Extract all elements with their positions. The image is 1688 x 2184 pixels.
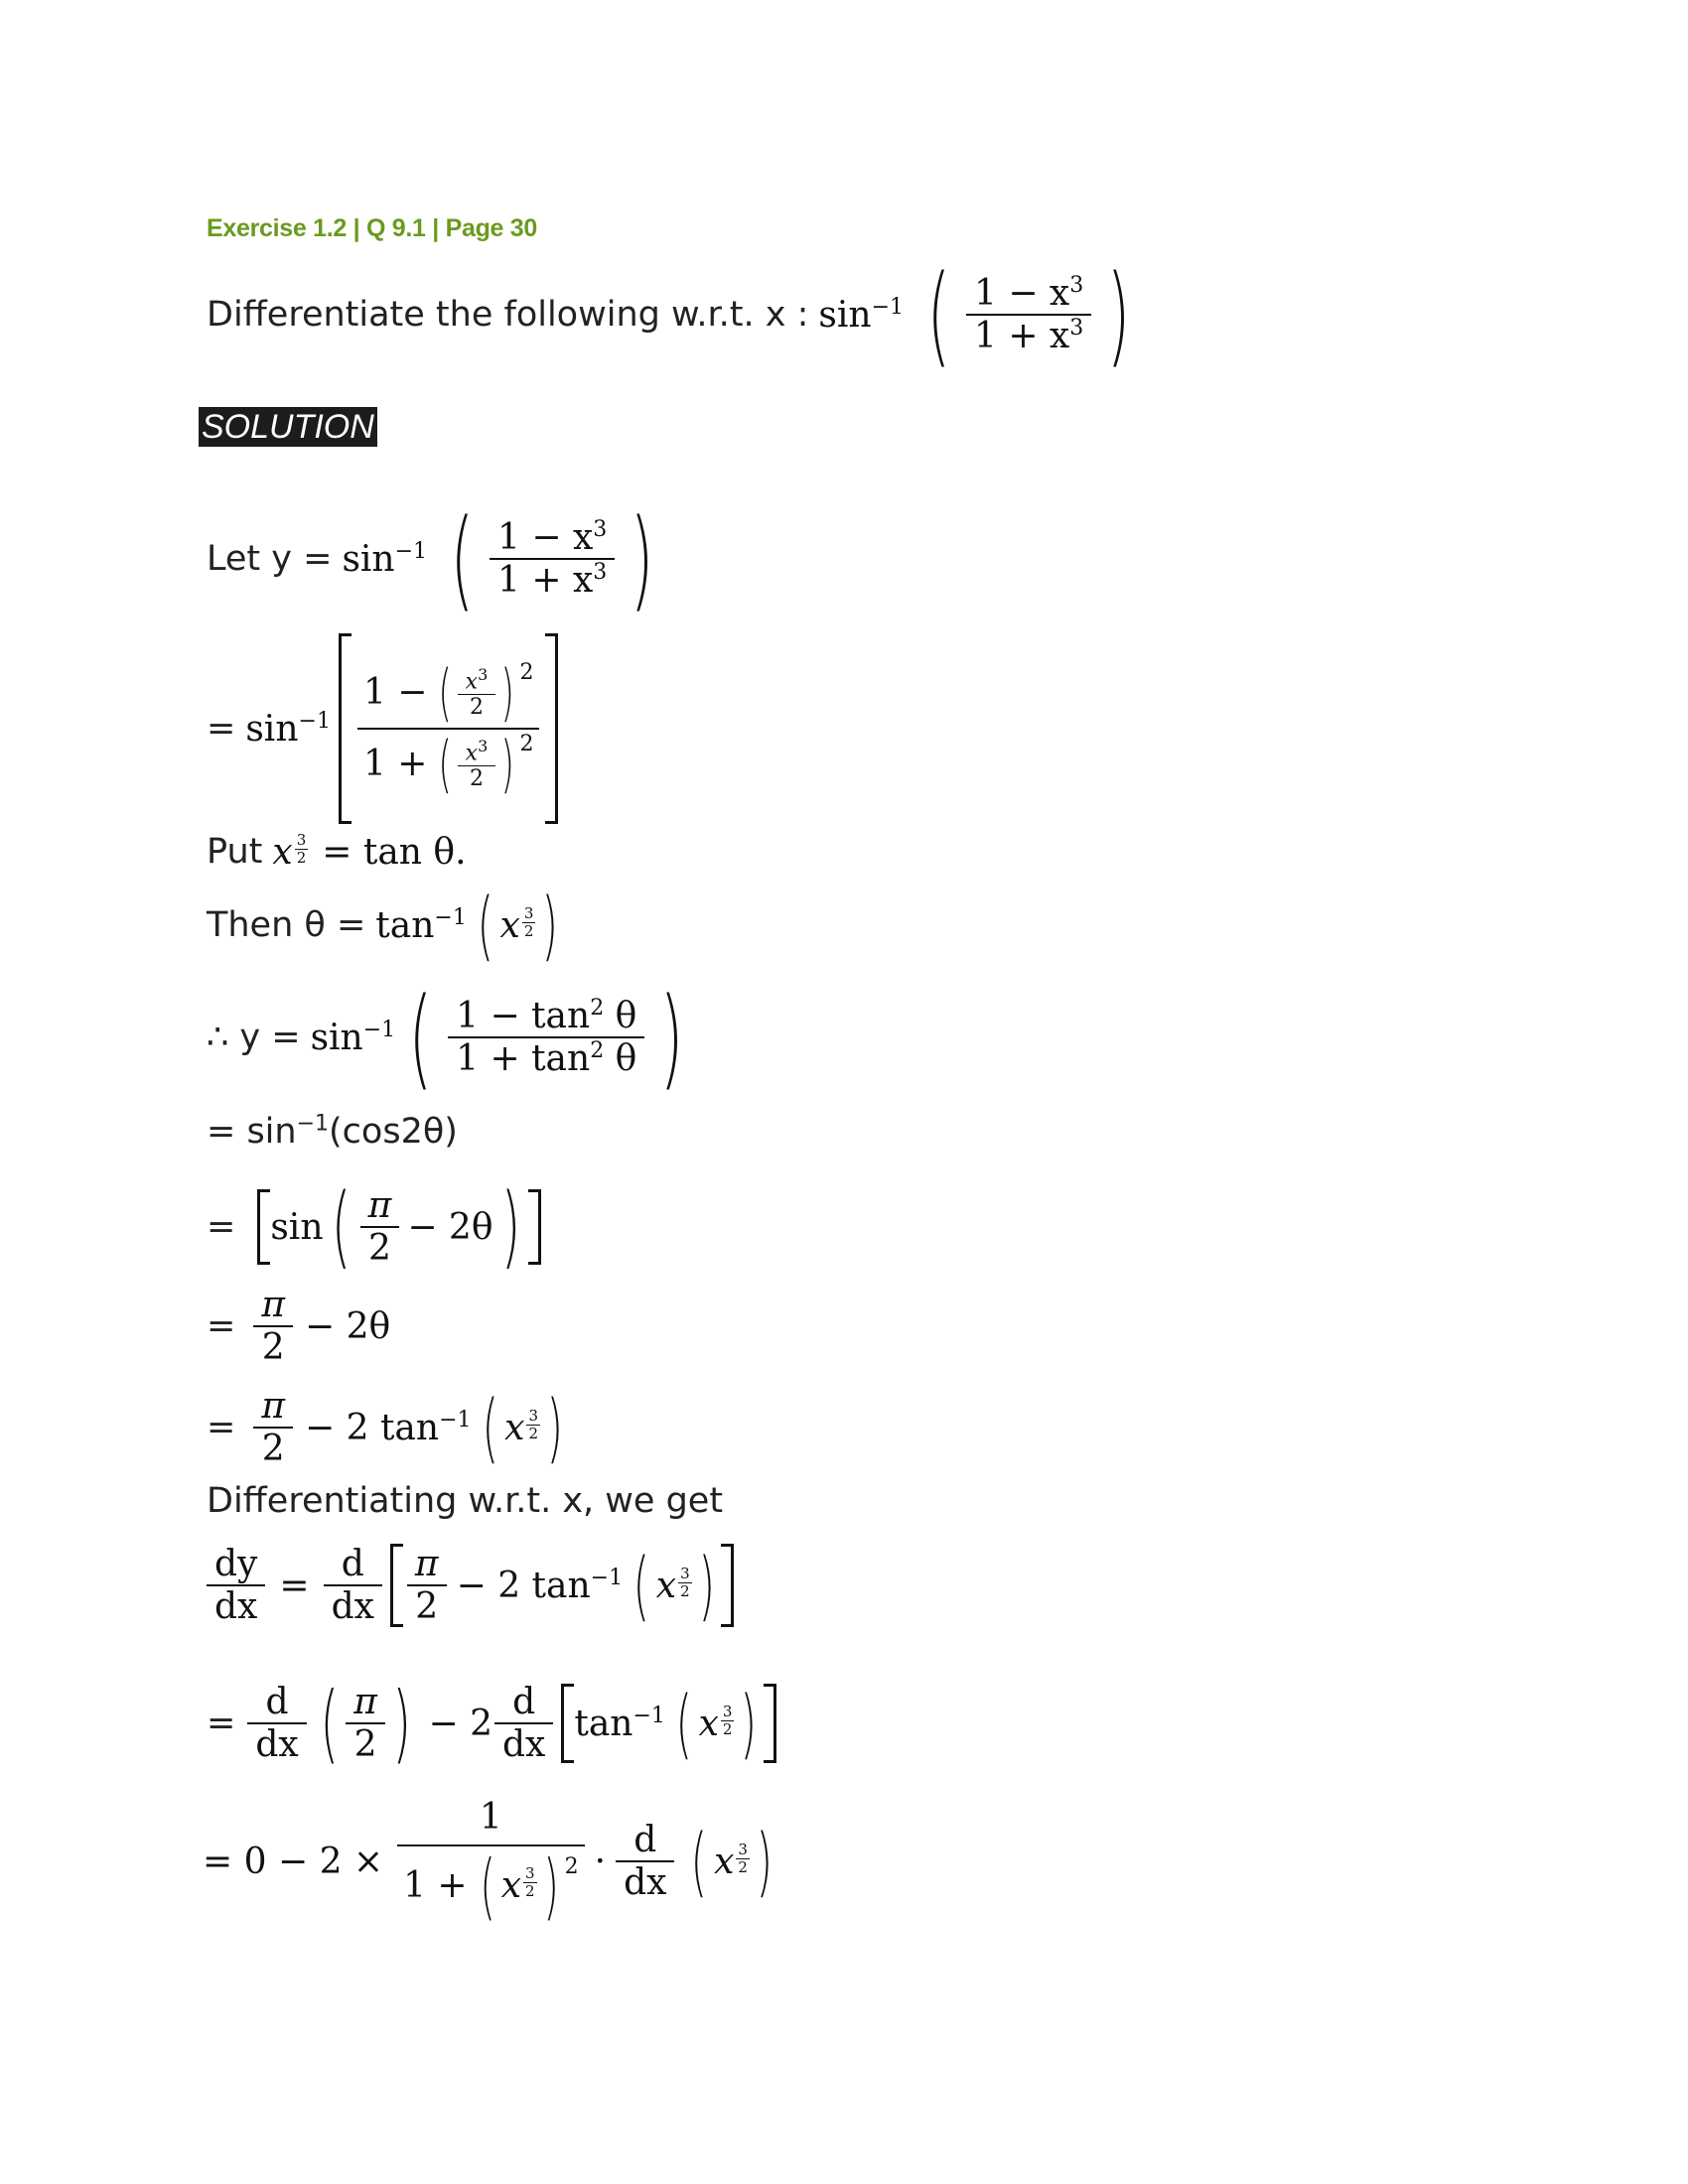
x-power: x $\frac{3}{2}$ bbox=[714, 1840, 748, 1882]
question-line bbox=[207, 251, 1140, 378]
let-fraction: $\frac{1 - x^3}{1 + x^3}$ bbox=[490, 517, 615, 602]
put-rhs: = tan θ. bbox=[322, 831, 467, 873]
step-sin-bracket: = sin ( $\frac{\pi}{2}$ − 2θ ) bbox=[207, 1181, 541, 1273]
step-cos2theta: = $\sin^{-1}(\cos 2\theta)$ bbox=[207, 1111, 458, 1152]
d-dx: $\frac{d}{dx}$ bbox=[494, 1682, 553, 1766]
minus-two-theta: − 2θ bbox=[407, 1206, 493, 1248]
x-power: x $\frac{3}{2}$ bbox=[504, 1406, 539, 1448]
put-text: Put bbox=[207, 832, 263, 872]
equals: = bbox=[207, 1207, 236, 1247]
bracket-fraction: 1 − ( $\frac{x^3}{2}$ ) 2 1 + ( $\frac{x^3}{2}$ ) 2 bbox=[357, 658, 540, 799]
step-pi-minus-tan: = $\frac{\pi}{2}$ − 2 $\tan^{-1}$ ( x $\frac{3}{2}$ ) bbox=[207, 1383, 564, 1471]
one-over-one-plus: 1 1 + ( x $\frac{3}{2}$ ) 2 bbox=[397, 1797, 585, 1925]
sin-inverse: $\sin^{-1}$ bbox=[245, 708, 331, 750]
equals: = bbox=[207, 1306, 236, 1346]
right-paren: ) bbox=[630, 495, 654, 622]
zero-minus-two-times: = 0 − 2 × bbox=[203, 1841, 384, 1882]
left-paren: ( bbox=[926, 251, 951, 378]
d-dx: $\frac{d}{dx}$ bbox=[324, 1544, 382, 1628]
step-therefore: ∴ y = $\sin^{-1}$ ( $\frac{1 - \tan^2 \theta}{1 + \tan^2 \theta}$ ) bbox=[207, 974, 684, 1101]
x-power: x $\frac{3}{2}$ bbox=[272, 830, 307, 873]
then-text: Then θ = bbox=[207, 905, 366, 945]
equals: = bbox=[279, 1565, 310, 1606]
pi-over-two: $\frac{\pi}{2}$ bbox=[253, 1285, 293, 1369]
step-then: Then θ = $\tan^{-1}$ ( x $\frac{3}{2}$ ) bbox=[207, 881, 559, 969]
step-dydx: $\frac{dy}{dx}$ = $\frac{d}{dx}$ $\frac{\pi}{2}$ − 2 $\tan^{-1}$ ( x $\frac{3}{2}$ ) bbox=[207, 1531, 734, 1640]
minus-two-tan: − 2 $\tan^{-1}$ bbox=[456, 1565, 624, 1606]
right-paren: ) bbox=[1106, 251, 1131, 378]
d-dx: $\frac{d}{dx}$ bbox=[247, 1682, 306, 1766]
d-dx: $\frac{d}{dx}$ bbox=[616, 1820, 674, 1904]
x-power: x $\frac{3}{2}$ bbox=[655, 1564, 690, 1606]
step-split: = $\frac{d}{dx}$ ( $\frac{\pi}{2}$ ) − 2 $\frac{d}{dx}$ $\tan^{-1}$ ( x $\frac{3}{2}$ ) bbox=[207, 1672, 776, 1775]
minus-two-theta: − 2θ bbox=[305, 1305, 391, 1347]
right-bracket bbox=[528, 1189, 541, 1265]
left-bracket bbox=[339, 633, 352, 824]
let-sin: $\sin^{-1}$ bbox=[342, 538, 428, 580]
question-prefix: Differentiate the following w.r.t. x : bbox=[207, 295, 809, 335]
pi-over-two: $\frac{\pi}{2}$ bbox=[407, 1544, 447, 1628]
left-bracket bbox=[561, 1684, 574, 1763]
x-power: x $\frac{3}{2}$ bbox=[499, 903, 534, 946]
sin-inverse: $\sin^{-1}$ bbox=[310, 1017, 396, 1058]
right-bracket bbox=[545, 633, 558, 824]
step-put bbox=[207, 824, 467, 880]
left-paren: ( bbox=[450, 495, 475, 622]
dot: · bbox=[594, 1841, 607, 1882]
tan-fraction: $\frac{1 - \tan^2 \theta}{1 + \tan^2 \theta}$ bbox=[448, 996, 644, 1080]
step-pi-minus bbox=[207, 1281, 390, 1372]
let-text: Let y = bbox=[207, 539, 333, 579]
pi-over-two: $\frac{\pi}{2}$ bbox=[360, 1185, 400, 1270]
step-differentiating: Differentiating w.r.t. x, we get bbox=[207, 1481, 724, 1521]
pi-over-two: $\frac{\pi}{2}$ bbox=[253, 1386, 293, 1470]
step-final: = 0 − 2 × 1 1 + ( x $\frac{3}{2}$ ) 2 · $\frac{d}{dx}$ ( x $\frac{3}{2}$ ) bbox=[203, 1797, 773, 1928]
question-fraction: $\frac{1 - x^3}{1 + x^3}$ bbox=[966, 273, 1091, 357]
right-bracket bbox=[764, 1684, 776, 1763]
sin-text: sin bbox=[270, 1206, 324, 1248]
question-func: $\sin^{-1}$ bbox=[818, 294, 905, 336]
exercise-header: Exercise 1.2 | Q 9.1 | Page 30 bbox=[207, 214, 537, 242]
tan-inverse: $\tan^{-1}$ bbox=[574, 1703, 665, 1744]
minus-two-tan: − 2 $\tan^{-1}$ bbox=[305, 1407, 472, 1448]
equals: = bbox=[207, 709, 236, 749]
therefore-text: ∴ y = bbox=[207, 1018, 301, 1057]
right-bracket bbox=[721, 1544, 734, 1627]
minus-two: − 2 bbox=[428, 1703, 492, 1744]
dy-dx: $\frac{dy}{dx}$ bbox=[207, 1544, 265, 1628]
equals: = bbox=[207, 1704, 236, 1743]
left-bracket bbox=[390, 1544, 403, 1627]
step-bracket-form bbox=[207, 631, 558, 826]
pi-over-two: $\frac{\pi}{2}$ bbox=[346, 1682, 385, 1766]
left-bracket bbox=[257, 1189, 270, 1265]
equals: = bbox=[207, 1408, 236, 1447]
tan-inverse: $\tan^{-1}$ bbox=[375, 904, 467, 946]
x-power: x $\frac{3}{2}$ bbox=[698, 1702, 733, 1744]
solution-label: SOLUTION bbox=[199, 407, 377, 447]
step-let bbox=[207, 495, 663, 622]
